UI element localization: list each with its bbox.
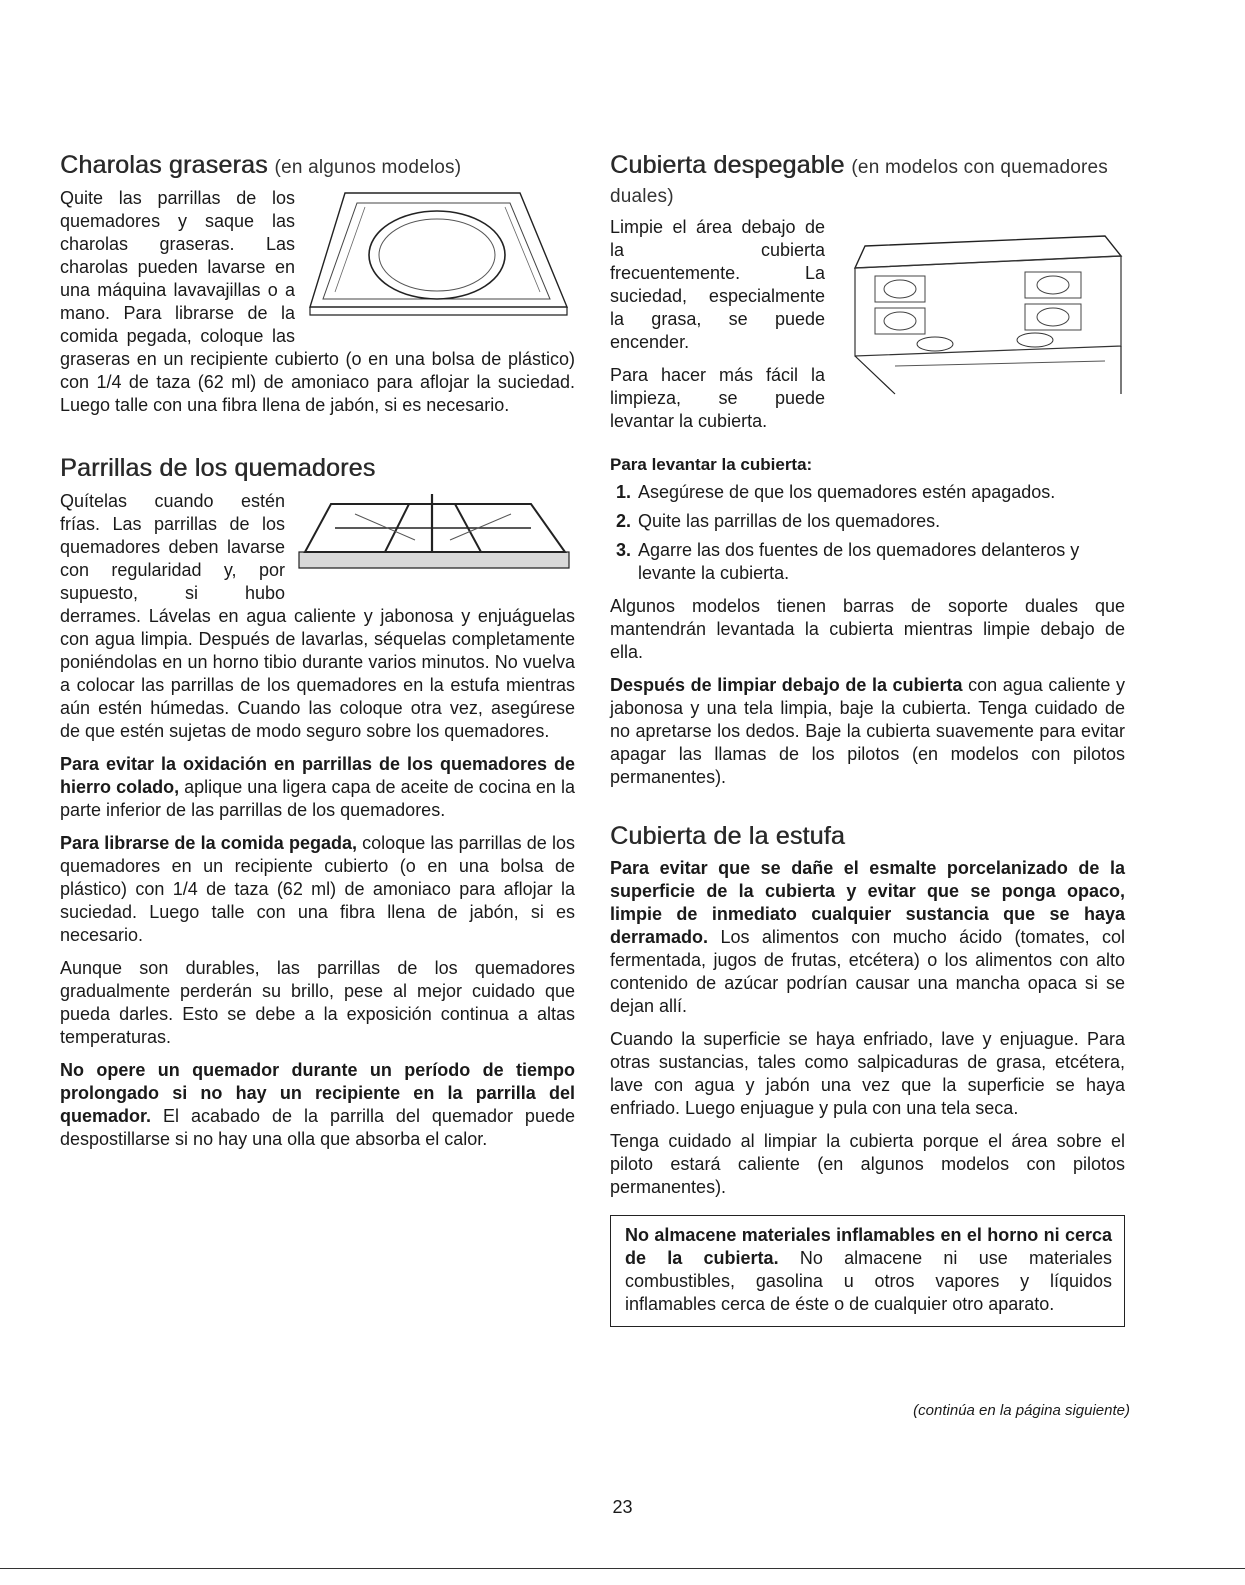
lift-up-cooktop-illustration: [835, 216, 1125, 401]
after-cleaning-text: con agua caliente y jabonosa y una tela limpia, baje la cubierta. Tenga cuidado de no apretarse los dedos. Baje la cubierta suavemente para evitar apagar las llamas de los pilotos (en modelos con pilotos permanentes).: [610, 674, 1125, 787]
rust-prevention-text: aplique una ligera capa de aceite de cocina en la parte inferior de las parrillas de los quemadores.: [60, 776, 575, 820]
after-cleaning-bold: Después de limpiar debajo de la cubierta: [610, 674, 963, 695]
burner-grates-heading: [60, 453, 575, 484]
lift-up-cooktop-text-1: Limpie el área debajo de la cubierta frecuentemente. La suciedad, especialmente la grasa, se puede encender.: [610, 216, 825, 352]
enamel-text: Los alimentos con mucho ácido (tomates, col fermentada, jugos de frutas, etcétera) o los alimentos con alto contenido de azúcar podrían causar una mancha opaca si se dejan allí.: [610, 927, 1125, 1017]
burner-warning-text: El acabado de la parrilla del quemador puede despostillarse si no hay una olla que absorba el calor.: [60, 1105, 575, 1149]
burner-warning-paragraph: [60, 1059, 575, 1151]
burner-grates-title: Parrillas de los quemadores: [60, 453, 376, 482]
drip-pan-illustration: [305, 187, 575, 330]
lift-up-cooktop-heading: [610, 150, 1125, 210]
right-column: [610, 150, 1125, 1327]
lift-step: 2. Quite las parrillas de los quemadores.: [636, 510, 1125, 533]
drip-pans-note: (en algunos modelos): [274, 157, 462, 178]
bottom-rule: [0, 1568, 1245, 1569]
support-rods-paragraph: Algunos modelos tienen barras de soporte duales que mantendrán levantada la cubierta mientras limpie debajo de ella.: [610, 595, 1125, 662]
lift-step: 1. Asegúrese de que los quemadores estén apagados.: [636, 481, 1125, 504]
burner-grate-illustration: [295, 490, 575, 583]
burner-grates-text: Quítelas cuando estén frías. Las parrillas de los quemadores deben lavarse con regularidad y, por supuesto, si hubo derrames. Lávelas en agua caliente y jabonosa y enjuáguelas con agua limpia. Después de lavarlas, séquelas completamente poniéndolas en un horno tibio durante varios minutos. No vuelva a colocar las parrillas de los quemadores en la estufa mientras aún estén húmedas. Cuando las coloque otra vez, asegúrese de que estén sujetas de modo seguro sobre los quemadores.: [60, 490, 575, 741]
drip-pans-heading: [60, 150, 575, 181]
flammable-warning-box: [610, 1215, 1125, 1327]
drip-pans-title: Charolas graseras: [60, 151, 268, 179]
lift-step: 3. Agarre las dos fuentes de los quemadores delanteros y levante la cubierta.: [636, 539, 1125, 585]
drip-pans-text: Quite las parrillas de los quemadores y saque las charolas graseras. Las charolas pueden lavarse en una máquina lavavajillas o a mano. Para librarse de la comida pegada, coloque las graseras en un recipiente cubierto (o en una bolsa de plástico) con 1/4 de taza (62 ml) de amoniaco para aflojar la suciedad. Luego talle con una fibra llena de jabón, si es necesario.: [60, 187, 575, 415]
lift-up-cooktop-note: (en modelos con quemadores duales): [610, 157, 1108, 207]
rust-prevention-paragraph: [60, 753, 575, 822]
cooktop-title: Cubierta de la estufa: [610, 821, 845, 850]
pilot-caution-paragraph: Tenga cuidado al limpiar la cubierta porque el área sobre el piloto estará caliente (en algunos modelos con pilotos permanentes).: [610, 1131, 1125, 1198]
burner-warning-bold: No opere un quemador durante un período de tiempo prolongado si no hay un recipiente en la parrilla del quemador.: [60, 1059, 575, 1126]
page-number: 23: [612, 1497, 633, 1517]
lift-steps-list: [610, 481, 1125, 585]
stuck-food-paragraph: [60, 832, 575, 947]
durability-paragraph: Aunque son durables, las parrillas de los quemadores gradualmente perderán su brillo, pese al mejor cuidado que pueda darles. Esto se debe a la exposición continua a altas temperaturas.: [60, 957, 575, 1047]
lift-steps-heading: Para levantar la cubierta:: [610, 454, 813, 474]
stuck-food-bold: Para librarse de la comida pegada,: [60, 832, 357, 853]
flammable-warning-bold: No almacene materiales inflamables en el horno ni cerca de la cubierta.: [625, 1225, 1112, 1269]
left-column: [60, 150, 575, 1161]
stuck-food-text: coloque las parrillas de los quemadores en un recipiente cubierto (o en una bolsa de plástico) con 1/4 de taza (62 ml) de amoniaco para aflojar la suciedad. Luego talle con una fibra llena de jabón, si es necesario.: [60, 832, 575, 945]
cool-surface-paragraph: Cuando la superficie se haya enfriado, lave y enjuague. Para otras sustancias, tales como salpicaduras de grasa, etcétera, lave con agua y jabón una vez que la superficie se haya enfriado. Luego enjuague y pula con una tela seca.: [610, 1029, 1125, 1119]
enamel-bold: Para evitar que se dañe el esmalte porcelanizado de la superficie de la cubierta y evitar que se ponga opaco, limpie de inmediato cualquier sustancia que se haya derramado.: [610, 858, 1125, 948]
lift-up-cooktop-title: Cubierta despegable: [610, 151, 845, 179]
after-cleaning-paragraph: [610, 674, 1125, 789]
rust-prevention-bold: Para evitar la oxidación en parrillas de los quemadores de hierro colado,: [60, 753, 575, 797]
flammable-warning-text: No almacene ni use materiales combustibles, gasolina u otros vapores y líquidos inflamables cerca de éste o de cualquier otro aparato.: [625, 1248, 1113, 1315]
continued-note: (continúa en la página siguiente): [913, 1402, 1130, 1419]
enamel-paragraph: [610, 857, 1125, 1018]
cooktop-heading: [610, 821, 1125, 852]
lift-up-cooktop-text-2: Para hacer más fácil la limpieza, se puede levantar la cubierta.: [610, 364, 825, 431]
